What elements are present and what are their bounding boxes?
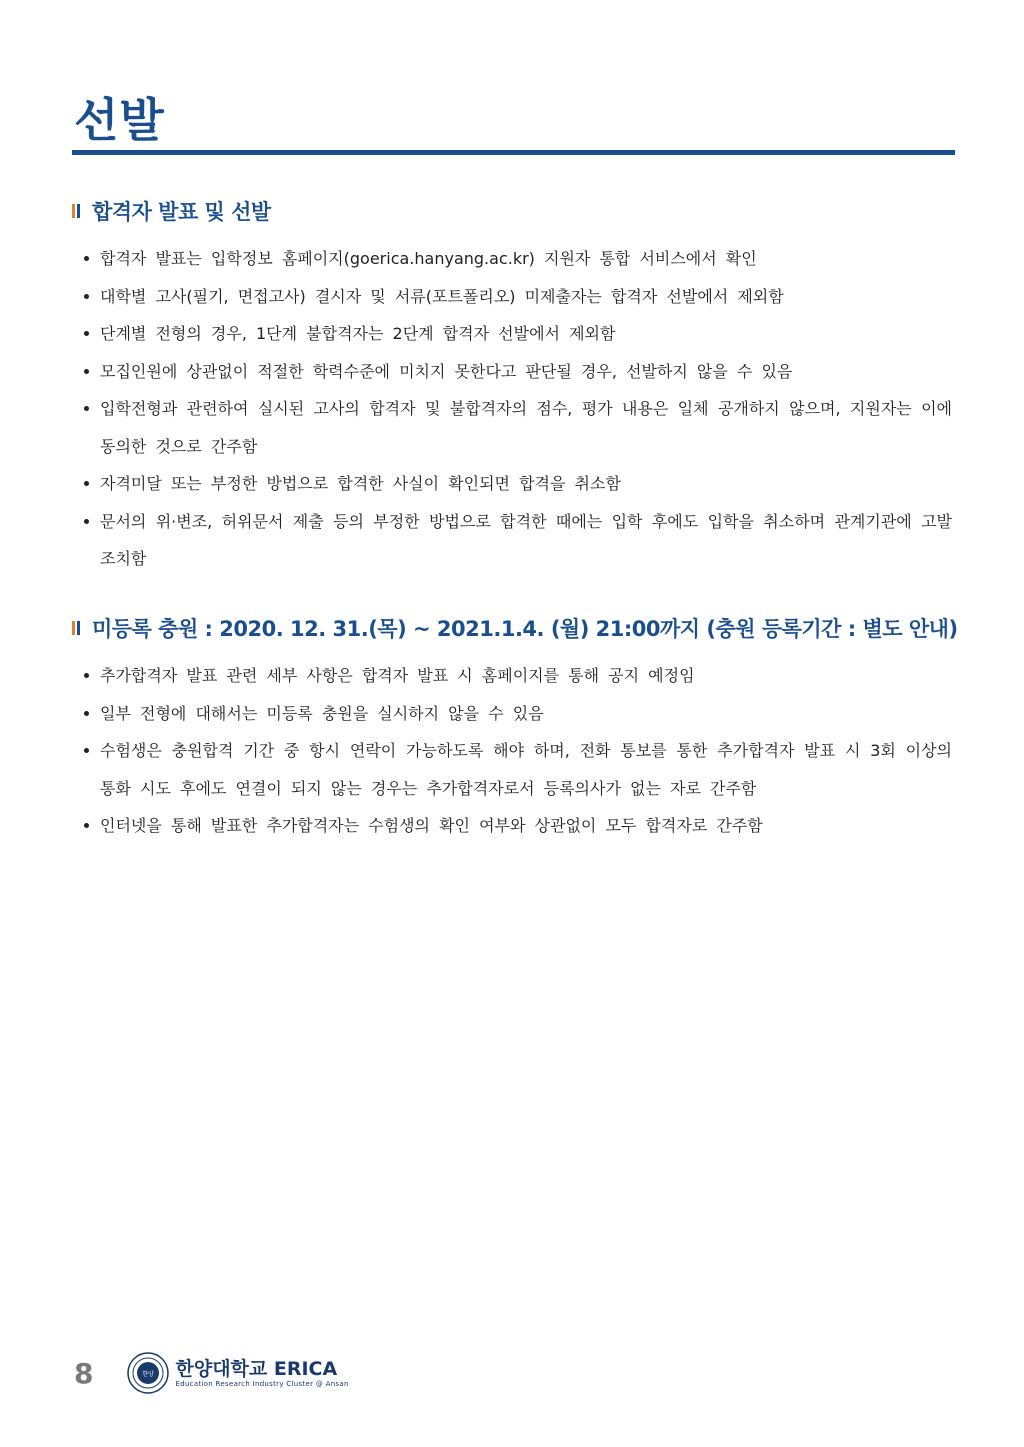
- section-heading: [72, 613, 958, 643]
- list-item: 단계별 전형의 경우, 1단계 불합격자는 2단계 합격자 선발에서 제외함: [72, 315, 952, 353]
- list-item: 자격미달 또는 부정한 방법으로 합격한 사실이 확인되면 합격을 취소함: [72, 465, 952, 503]
- list-item: 일부 전형에 대해서는 미등록 충원을 실시하지 않을 수 있음: [72, 695, 952, 733]
- list-item: 문서의 위·변조, 허위문서 제출 등의 부정한 방법으로 합격한 때에는 입학 후에도 입학을 취소하며 관계기관에 고발 조치함: [72, 503, 952, 578]
- page-title: 선발: [74, 93, 165, 147]
- university-seal-icon: [127, 1352, 169, 1394]
- list-item: 수험생은 충원합격 기간 중 항시 연락이 가능하도록 해야 하며, 전화 통보를 통한 추가합격자 발표 시 3회 이상의 통화 시도 후에도 연결이 되지 않는 경우는 추가합격자로서 등록의사가 없는 자로 간주함: [72, 732, 952, 807]
- list-item: 인터넷을 통해 발표한 추가합격자는 수험생의 확인 여부와 상관없이 모두 합격자로 간주함: [72, 807, 952, 845]
- section-heading-text: 미등록 충원 : 2020. 12. 31.(목) ~ 2021.1.4. (월) 21:00까지 (충원 등록기간 : 별도 안내): [92, 617, 958, 641]
- title-divider: [72, 150, 955, 155]
- page-number: 8: [74, 1356, 94, 1390]
- list-item: 추가합격자 발표 관련 세부 사항은 합격자 발표 시 홈페이지를 통해 공지 예정임: [72, 657, 952, 695]
- section-heading: [72, 196, 952, 226]
- list-item: 합격자 발표는 입학정보 홈페이지(goerica.hanyang.ac.kr) 지원자 통합 서비스에서 확인: [72, 240, 952, 278]
- section-heading-text: 합격자 발표 및 선발: [92, 200, 271, 224]
- bullet-list: [72, 657, 952, 845]
- university-logo: [175, 1358, 348, 1388]
- list-item: 입학전형과 관련하여 실시된 고사의 합격자 및 불합격자의 점수, 평가 내용은 일체 공개하지 않으며, 지원자는 이에 동의한 것으로 간주함: [72, 390, 952, 465]
- list-item: 대학별 고사(필기, 면접고사) 결시자 및 서류(포트폴리오) 미제출자는 합격자 선발에서 제외함: [72, 278, 952, 316]
- university-name: 한양대학교 ERICA: [175, 1358, 338, 1380]
- svg-text:한양: 한양: [142, 1371, 155, 1378]
- list-item: 모집인원에 상관없이 적절한 학력수준에 미치지 못한다고 판단될 경우, 선발하지 않을 수 있음: [72, 353, 952, 391]
- university-subtitle: Education Research Industry Cluster @ Ansan: [175, 1380, 349, 1388]
- section-additional-admission: [72, 613, 958, 845]
- heading-marker-icon: [72, 621, 80, 635]
- bullet-list: [72, 240, 952, 578]
- page-footer: [74, 1352, 349, 1394]
- section-selection: [72, 196, 952, 578]
- heading-marker-icon: [72, 204, 80, 218]
